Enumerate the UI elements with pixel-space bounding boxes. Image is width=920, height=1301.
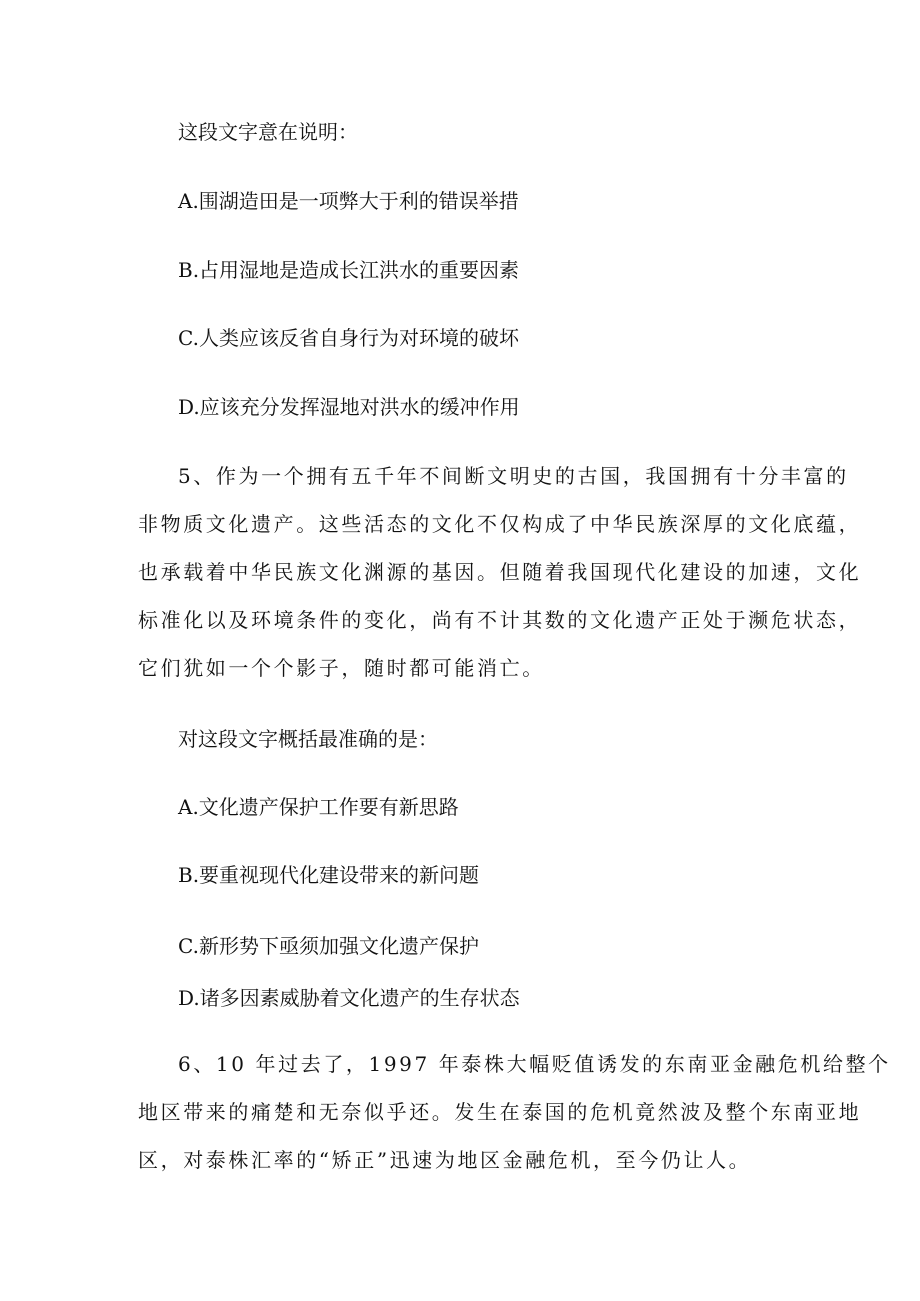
q5-option-c: C.新形势下亟须加强文化遗产保护 xyxy=(178,934,479,958)
q5-option-a: A.文化遗产保护工作要有新思路 xyxy=(178,795,459,819)
q5-passage-line-1: 5、作为一个拥有五千年不间断文明史的古国，我国拥有十分丰富的 xyxy=(178,464,849,488)
q5-passage-line-2: 非物质文化遗产。这些活态的文化不仅构成了中华民族深厚的文化底蕴， xyxy=(138,512,862,536)
q6-passage-line-3: 区，对泰株汇率的“矫正”迅速为地区金融危机，至今仍让人。 xyxy=(138,1148,752,1172)
q5-question: 对这段文字概括最准确的是： xyxy=(178,727,438,751)
q4-option-a: A.围湖造田是一项弊大于利的错误举措 xyxy=(178,189,519,213)
q4-option-c: C.人类应该反省自身行为对环境的破坏 xyxy=(178,326,519,350)
q4-question: 这段文字意在说明： xyxy=(178,120,358,144)
q5-passage-line-5: 它们犹如一个个影子，随时都可能消亡。 xyxy=(138,656,545,680)
q5-option-b: B.要重视现代化建设带来的新问题 xyxy=(178,863,480,887)
q6-passage-line-2: 地区带来的痛楚和无奈似乎还。发生在泰国的危机竟然波及整个东南亚地 xyxy=(138,1100,862,1124)
q6-passage-line-1: 6、10 年过去了，1997 年泰株大幅贬值诱发的东南亚金融危机给整个 xyxy=(178,1052,891,1076)
q4-option-d: D.应该充分发挥湿地对洪水的缓冲作用 xyxy=(178,395,520,419)
q5-option-d: D.诸多因素威胁着文化遗产的生存状态 xyxy=(178,986,520,1010)
q5-passage-line-4: 标准化以及环境条件的变化，尚有不计其数的文化遗产正处于濒危状态， xyxy=(138,608,862,632)
q4-option-b: B.占用湿地是造成长江洪水的重要因素 xyxy=(178,258,520,282)
q5-passage-line-3: 也承载着中华民族文化渊源的基因。但随着我国现代化建设的加速，文化 xyxy=(138,560,862,584)
